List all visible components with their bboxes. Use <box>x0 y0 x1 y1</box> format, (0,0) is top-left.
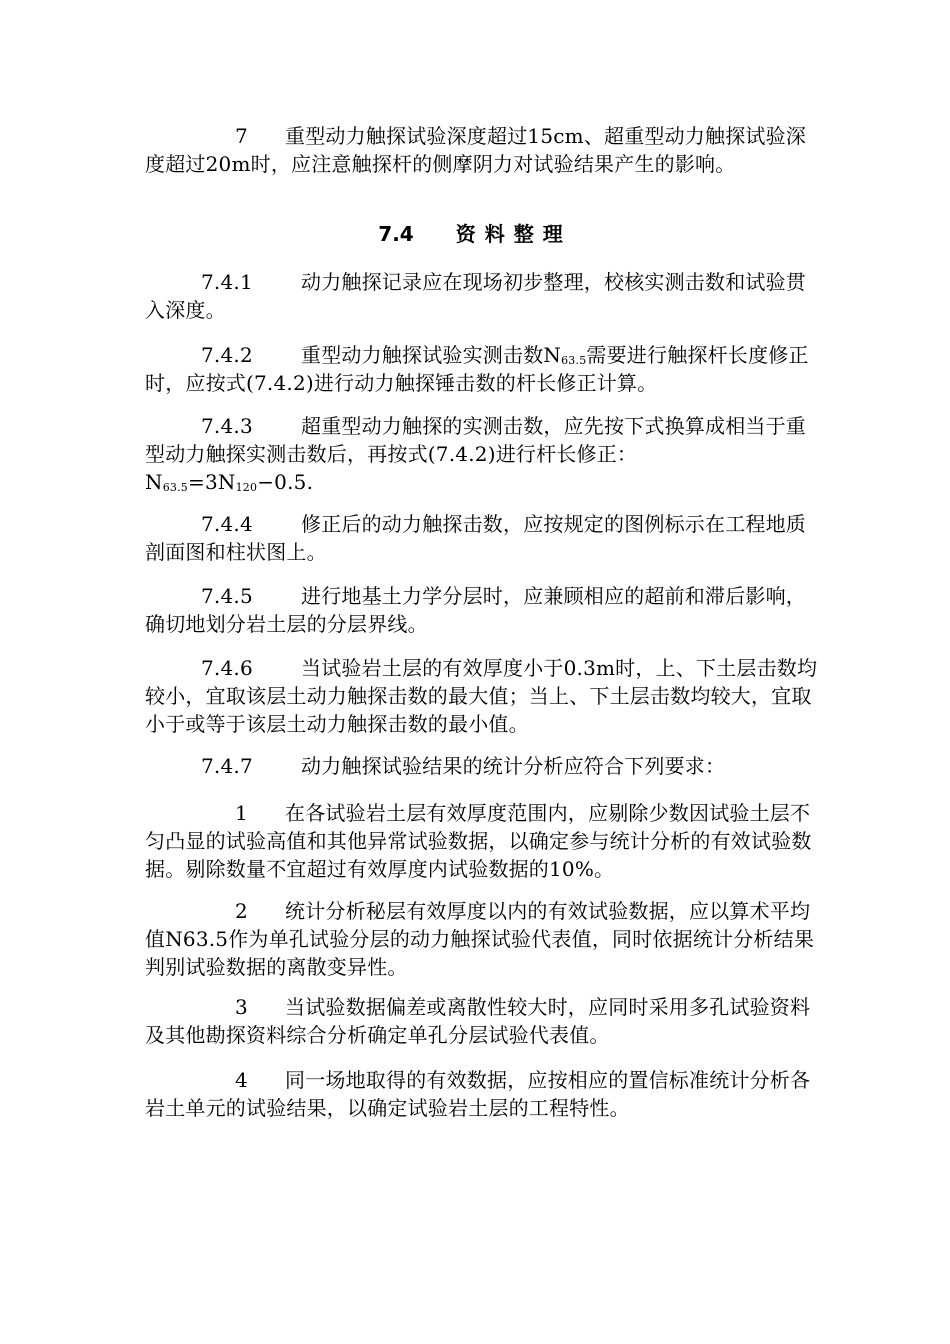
item-number: 7 <box>235 124 248 148</box>
clause-number: 7.4.7 <box>201 754 253 778</box>
clause-7-4-2 <box>145 341 825 397</box>
clause-text: 超重型动力触探的实测击数，应先按下式换算成相当于重型动力触探实测击数后，再按式(7.4.2)进行杆长修正： <box>145 414 806 466</box>
clause-text: 当试验岩土层的有效厚度小于0.3m时，上、下土层击数均较小，宜取该层土动力触探击数的最大值；当上、下土层击数均较大，宜取小于或等于该层土动力触探击数的最小值。 <box>145 656 818 736</box>
item-2-paragraph <box>145 897 825 981</box>
item-text: 当试验数据偏差或离散性较大时，应同时采用多孔试验资料及其他勘探资料综合分析确定单孔分层试验代表值。 <box>145 995 811 1047</box>
section-number: 7.4 <box>378 222 414 246</box>
clause-7-4-7 <box>145 752 825 780</box>
clause-number: 7.4.1 <box>201 270 253 294</box>
item-3-paragraph <box>145 993 825 1049</box>
clause-number: 7.4.6 <box>201 656 253 680</box>
formula-expression: −0.5. <box>257 470 314 494</box>
clause-7-4-4 <box>145 510 825 566</box>
clause-text-cont: 需要进行触探杆长度修正时，应按式(7.4.2)进行动力触探锤击数的杆长修正计算。 <box>145 343 809 395</box>
clause-text: 进行地基土力学分层时，应兼顾相应的超前和滞后影响，确切地划分岩土层的分层界线。 <box>145 584 806 636</box>
clause-text: 动力触探试验结果的统计分析应符合下列要求： <box>301 754 726 778</box>
item-text: 同一场地取得的有效数据，应按相应的置信标准统计分析各岩土单元的试验结果，以确定试验岩土层的工程特性。 <box>145 1068 811 1120</box>
formula-subscript: 63.5 <box>162 481 188 494</box>
clause-text: 修正后的动力触探击数，应按规定的图例标示在工程地质剖面图和柱状图上。 <box>145 512 806 564</box>
formula-subscript: 120 <box>235 481 258 494</box>
item-number: 2 <box>235 899 248 923</box>
clause-number: 7.4.3 <box>201 414 253 438</box>
clause-number: 7.4.5 <box>201 584 253 608</box>
item-text: 在各试验岩土层有效厚度范围内，应剔除少数因试验土层不匀凸显的试验高值和其他异常试验数据，以确定参与统计分析的有效试验数据。剔除数量不宜超过有效厚度内试验数据的10%。 <box>145 801 812 881</box>
formula-symbol: N <box>145 470 163 494</box>
section-title: 资料整理 <box>455 222 572 246</box>
clause-7-4-6 <box>145 654 825 738</box>
clause-number: 7.4.2 <box>201 343 253 367</box>
clause-7-4-3 <box>145 412 825 496</box>
item-4-paragraph <box>145 1066 825 1122</box>
item-text: 统计分析秘层有效厚度以内的有效试验数据，应以算术平均值N63.5作为单孔试验分层的动力触探试验代表值，同时依据统计分析结果判别试验数据的离散变异性。 <box>145 899 815 979</box>
section-heading <box>0 220 950 248</box>
clause-7-4-1 <box>145 268 825 324</box>
clause-number: 7.4.4 <box>201 512 253 536</box>
item-number: 1 <box>235 801 248 825</box>
item-text: 重型动力触探试验深度超过15cm、超重型动力触探试验深度超过20m时，应注意触探杆的侧摩阴力对试验结果产生的影响。 <box>145 124 807 176</box>
item-1-paragraph <box>145 799 825 883</box>
formula <box>145 468 825 496</box>
formula-expression: =3N <box>188 470 236 494</box>
subscript: 63.5 <box>561 354 587 367</box>
clause-text: 动力触探记录应在现场初步整理，校核实测击数和试验贯入深度。 <box>145 270 806 322</box>
clause-text: 重型动力触探试验实测击数N <box>301 343 562 367</box>
item-number: 3 <box>235 995 248 1019</box>
item-number: 4 <box>235 1068 248 1092</box>
item-7-paragraph <box>145 122 825 178</box>
clause-7-4-5 <box>145 582 825 638</box>
